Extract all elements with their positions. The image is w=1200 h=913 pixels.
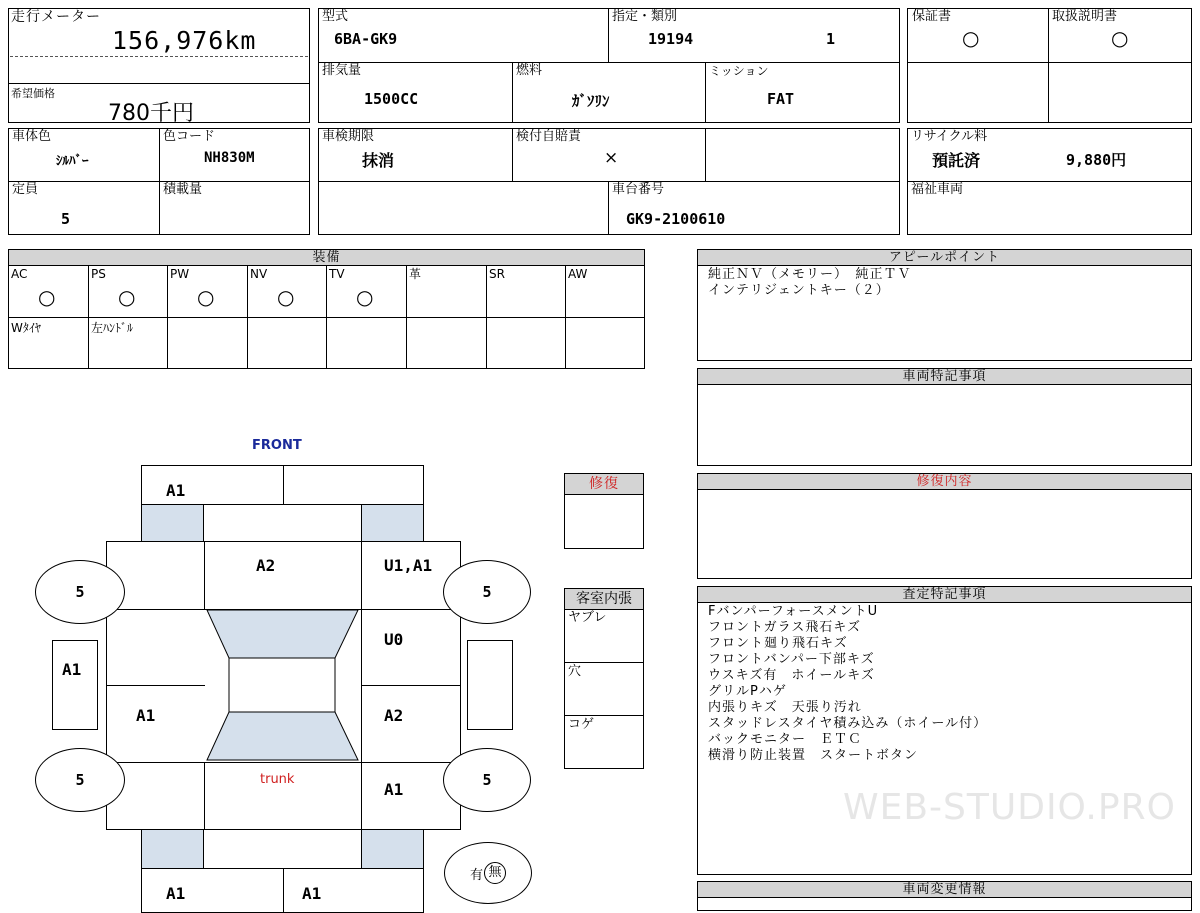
- color-value: ｼﾙﾊﾞｰ: [56, 154, 89, 169]
- equipment-check: ○: [38, 285, 56, 309]
- rear-bumper-left: [141, 868, 284, 913]
- appeal-title: アピールポイント: [698, 250, 1191, 266]
- capacity-label: 定員: [12, 182, 39, 197]
- appeal-text: 純正ＮＶ（メモリー） 純正ＴＶ インテリジェントキー（２）: [708, 267, 912, 298]
- left-rear-door-code: A1: [136, 706, 156, 725]
- change-info-title: 車両変更情報: [698, 882, 1191, 898]
- equipment-label: AC: [11, 267, 28, 281]
- equipment-check: ○: [277, 285, 295, 309]
- rear-bumper-left-code: A1: [166, 884, 186, 903]
- right-front-fender-code: U1,A1: [384, 556, 433, 575]
- right-front-pillar: [361, 504, 424, 542]
- displacement-label: 排気量: [322, 63, 362, 78]
- equipment-label: PS: [91, 267, 106, 281]
- mileage-label: 走行メーター: [11, 9, 101, 25]
- chassis-label: 車台番号: [612, 182, 665, 197]
- color-code-value: NH830M: [204, 150, 255, 166]
- recycle-value: 9,880円: [1066, 151, 1127, 169]
- spare-none-label: 無: [484, 862, 506, 884]
- assessment-title: 査定特記事項: [698, 587, 1191, 603]
- chassis-value: GK9-2100610: [626, 210, 726, 228]
- repair-box-title: 修復: [565, 474, 643, 495]
- equipment-check: ○: [356, 285, 374, 309]
- interior-item-hole: 穴: [568, 664, 582, 679]
- spare-present-label: 有: [469, 867, 483, 883]
- left-side-step: [52, 640, 98, 730]
- manual-check: ○: [1111, 26, 1129, 50]
- rear-window: [207, 712, 358, 760]
- right-rear-door-code: A2: [384, 706, 404, 725]
- equipment-title: 装備: [9, 250, 644, 266]
- color-code-label: 色コード: [163, 129, 216, 144]
- load-label: 積載量: [163, 182, 203, 197]
- price-divider: [8, 83, 310, 84]
- right-rear-pillar: [361, 829, 424, 869]
- hood-code: A2: [256, 556, 276, 575]
- front-windshield: [207, 610, 358, 658]
- interior-item-burn: コゲ: [568, 717, 595, 732]
- warranty-label: 保証書: [912, 9, 952, 24]
- capacity-value: 5: [61, 210, 71, 228]
- rear-bumper-right-code: A1: [302, 884, 322, 903]
- trunk-label: trunk: [260, 772, 295, 787]
- left-rear-pillar: [141, 829, 204, 869]
- model-label: 型式: [322, 9, 349, 24]
- equipment-check: ○: [197, 285, 215, 309]
- front-label: FRONT: [252, 438, 302, 453]
- manual-label: 取扱説明書: [1052, 9, 1118, 24]
- front-bumper-code: A1: [166, 481, 186, 500]
- interior-box-title: 客室内張: [565, 589, 643, 610]
- documents-block: [907, 8, 1192, 123]
- recycle-status: 預託済: [932, 151, 981, 170]
- mileage-value: 156,976km: [112, 26, 257, 55]
- equipment-label: 左ﾊﾝﾄﾞﾙ: [91, 321, 134, 335]
- roof: [229, 658, 335, 712]
- mission-label: ミッション: [709, 64, 769, 78]
- interior-item-tear: ヤブレ: [568, 610, 607, 625]
- designation-label: 指定・類別: [612, 9, 678, 24]
- repair-content-title: 修復内容: [698, 474, 1191, 490]
- recycle-label: リサイクル料: [911, 129, 988, 144]
- spare-tire: [444, 842, 532, 904]
- inspection-value: 抹消: [362, 151, 395, 170]
- tire-front-right: 5: [443, 560, 531, 624]
- fuel-label: 燃料: [516, 63, 543, 78]
- right-front-door-code: U0: [384, 630, 404, 649]
- left-side-step-code: A1: [62, 660, 82, 679]
- equipment-label: TV: [329, 267, 345, 281]
- model-value: 6BA-GK9: [334, 30, 398, 48]
- mission-value: FAT: [767, 90, 795, 108]
- displacement-value: 1500CC: [364, 90, 419, 108]
- tire-rear-left: 5: [35, 748, 125, 812]
- equipment-label: NV: [250, 267, 268, 281]
- tire-rear-right: 5: [443, 748, 531, 812]
- price-label: 希望価格: [11, 87, 55, 100]
- assessment-text: FバンパーフォースメントU フロントガラス飛石キズ フロント廻り飛石キズ フロントバンパー下部キズ ウスキズ有 ホイールキズ グリルPハゲ 内張りキズ 天張り汚れ スタッドレスタイヤ積み込み（ホイール付） バックモニター ＥＴＣ 横滑り防止装置 スタートボタン: [708, 604, 988, 763]
- left-front-pillar: [141, 504, 204, 542]
- insurance-value: ×: [604, 148, 619, 168]
- class-value: 1: [826, 30, 836, 48]
- equipment-label: 革: [409, 267, 422, 281]
- equipment-label: Wﾀｲﾔ: [11, 321, 41, 335]
- watermark: WEB-STUDIO.PRO: [843, 787, 1176, 828]
- color-label: 車体色: [12, 129, 52, 144]
- fuel-value: ｶﾞｿﾘﾝ: [572, 92, 610, 110]
- equipment-label: SR: [489, 267, 505, 281]
- price-value: 780千円: [108, 101, 194, 126]
- right-side-step: [467, 640, 513, 730]
- inspection-label: 車検期限: [322, 129, 375, 144]
- warranty-check: ○: [962, 26, 980, 50]
- welfare-label: 福祉車両: [911, 182, 964, 197]
- insurance-label: 検付自賠責: [516, 129, 582, 144]
- front-bumper-right: [283, 465, 424, 505]
- windshield-roof-glass: [205, 610, 361, 762]
- mileage-divider: [10, 56, 308, 57]
- equipment-label: AW: [568, 267, 588, 281]
- equipment-check: ○: [118, 285, 136, 309]
- vehicle-notes-title: 車両特記事項: [698, 369, 1191, 385]
- equipment-label: PW: [170, 267, 190, 281]
- front-bumper-left: [141, 465, 284, 505]
- tire-front-left: 5: [35, 560, 125, 624]
- right-quarter-code: A1: [384, 780, 404, 799]
- designation-value: 19194: [648, 30, 694, 48]
